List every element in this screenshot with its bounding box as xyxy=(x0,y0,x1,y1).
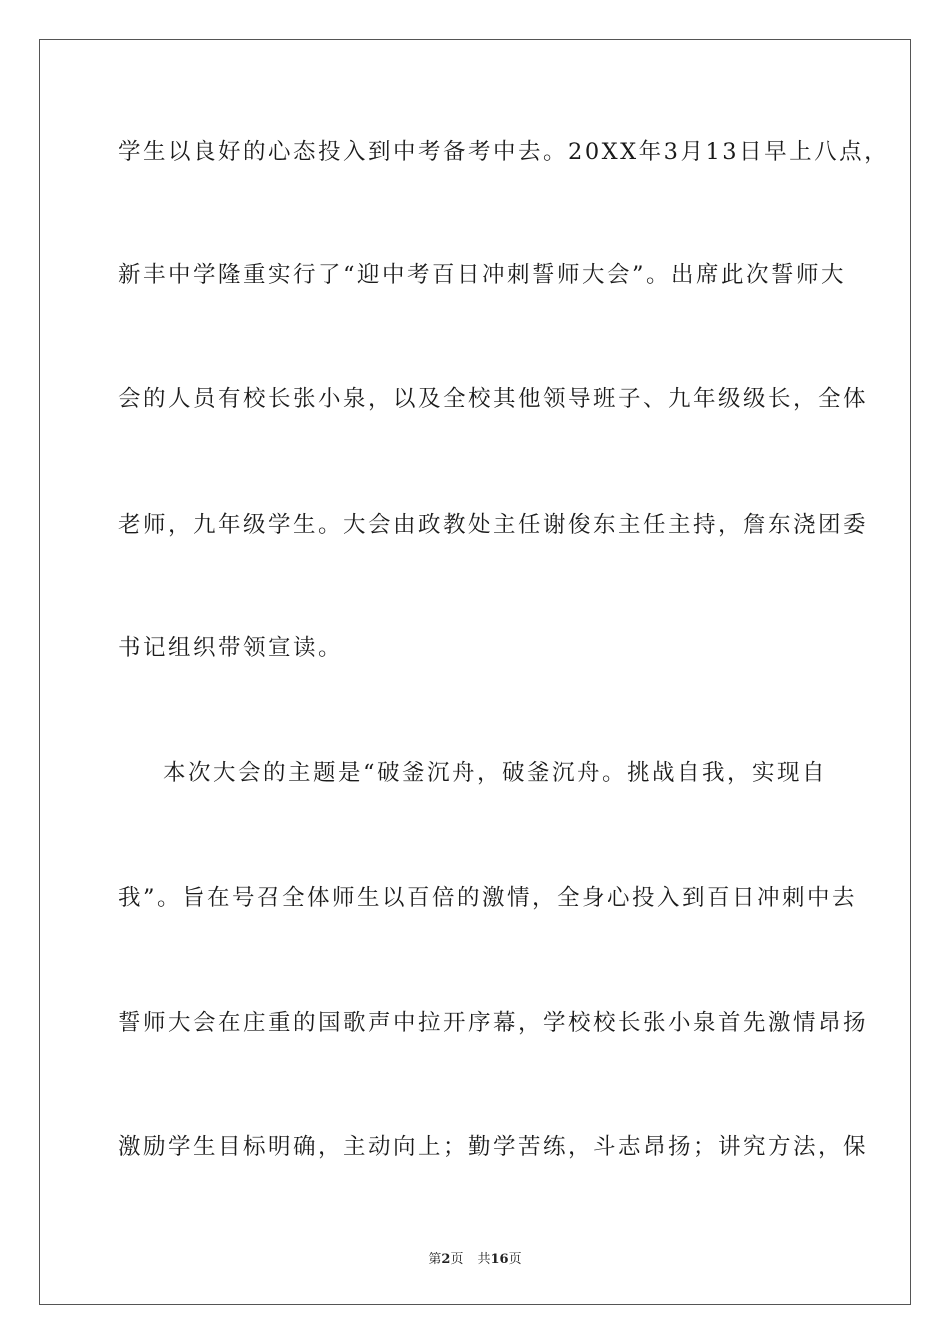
total-prefix: 共 xyxy=(477,1252,491,1267)
text-line-6: 本次大会的主题是“破釜沉舟，破釜沉舟。挑战自我，实现自 xyxy=(163,760,828,786)
text-line-9: 激励学生目标明确，主动向上；勤学苦练，斗志昂扬；讲究方法，保 xyxy=(118,1134,869,1160)
text-line-4: 老师，九年级学生。大会由政教处主任谢俊东主任主持，詹东浇团委 xyxy=(118,512,869,538)
total-pages: 16 xyxy=(490,1252,509,1267)
text-line-5: 书记组织带领宣读。 xyxy=(118,635,344,661)
text-line-8: 誓师大会在庄重的国歌声中拉开序幕，学校校长张小泉首先激情昂扬 xyxy=(118,1010,869,1036)
page-suffix: 页 xyxy=(450,1252,464,1267)
text-line-2: 新丰中学隆重实行了“迎中考百日冲刺誓师大会”。出席此次誓师大 xyxy=(118,262,847,288)
text-line-3: 会的人员有校长张小泉，以及全校其他领导班子、九年级级长，全体 xyxy=(118,386,869,412)
page-prefix: 第 xyxy=(428,1252,442,1267)
text-line-7: 我”。旨在号召全体师生以百倍的激情，全身心投入到百日冲刺中去 xyxy=(118,885,858,911)
text-line-1: 学生以良好的心态投入到中考备考中去。20XX年3月13日早上八点， xyxy=(118,139,890,165)
page-border xyxy=(39,39,911,1305)
total-suffix: 页 xyxy=(508,1252,522,1267)
page-number: 2 xyxy=(441,1252,451,1267)
page-footer xyxy=(0,1248,950,1267)
